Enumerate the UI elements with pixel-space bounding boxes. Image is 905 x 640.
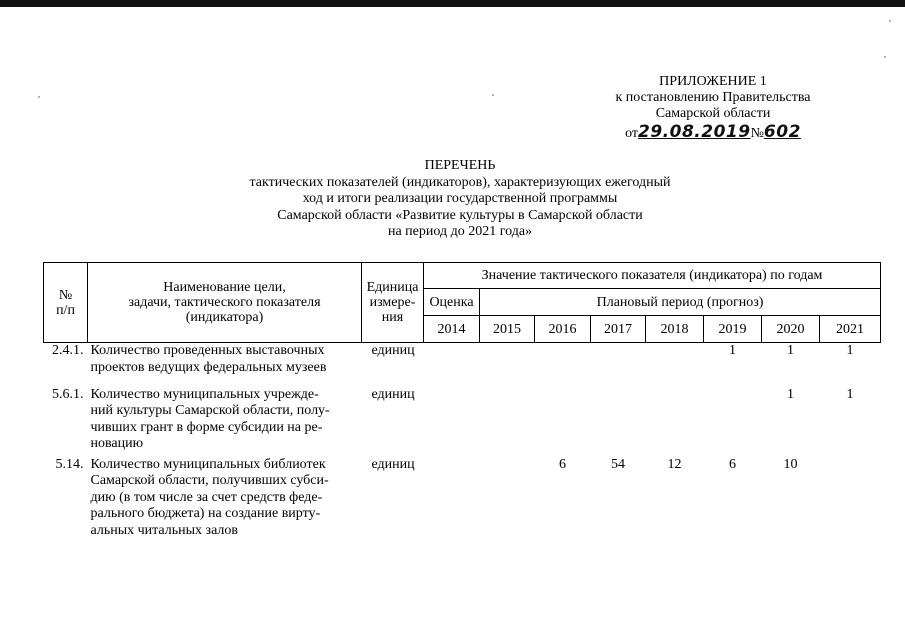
row-unit: единиц — [371, 456, 415, 472]
title-line-1: тактических показателей (индикаторов), характеризующих ежегодный — [249, 174, 671, 190]
row-value: 10 — [783, 456, 798, 472]
header-plan: Плановый период (прогноз) — [480, 289, 881, 316]
row-value — [820, 457, 881, 547]
header-year: 2018 — [646, 316, 704, 343]
header-year: 2019 — [704, 316, 762, 343]
header-estimate: Оценка — [424, 289, 480, 316]
date-prefix: от — [625, 126, 639, 141]
row-value: 1 — [846, 386, 854, 402]
appendix-title: ПРИЛОЖЕНИЕ 1 — [659, 74, 767, 89]
table-row — [44, 387, 881, 457]
row-value: 54 — [611, 456, 625, 472]
table-row — [44, 343, 881, 387]
handwritten-number: 602 — [763, 122, 801, 142]
header-year: 2016 — [535, 316, 591, 343]
scan-speck — [492, 94, 494, 96]
header-unit: Единица измере- ния — [362, 263, 424, 343]
row-value — [480, 387, 535, 457]
header-year: 2021 — [820, 316, 881, 343]
scan-speck — [38, 96, 40, 98]
row-value — [535, 343, 591, 387]
header-num: № п/п — [44, 263, 88, 343]
row-value: 6 — [729, 456, 736, 472]
row-value: 1 — [787, 386, 794, 402]
row-name: Количество муниципальных библиотек Самарской области, получивших субси- дию (в том числе за счет средств феде- рального бюджета) на создание вирту- альных читальных залов — [90, 456, 329, 538]
header-year: 2015 — [480, 316, 535, 343]
row-value: 6 — [559, 456, 566, 472]
row-number: 5.6.1. — [52, 386, 84, 402]
row-name: Количество муниципальных учрежде- ний культуры Самарской области, полу- чивших грант в форме субсидии на ре- новацию — [90, 386, 330, 451]
indicators-table — [43, 262, 881, 547]
row-value — [591, 387, 646, 457]
scan-top-border — [0, 0, 905, 7]
row-value: 1 — [787, 343, 794, 358]
header-year: 2017 — [591, 316, 646, 343]
header-name: Наименование цели, задачи, тактического показателя (индикатора) — [88, 263, 362, 343]
row-value — [480, 457, 535, 547]
row-value — [424, 457, 480, 547]
row-value — [704, 387, 762, 457]
row-value — [424, 343, 480, 387]
appendix-line-2: Самарской области — [655, 106, 771, 121]
handwritten-date: 29.08.2019 — [638, 122, 751, 142]
header-values-group: Значение тактического показателя (индикатора) по годам — [424, 263, 881, 289]
header-year: 2020 — [762, 316, 820, 343]
appendix-line-1: к постановлению Правительства — [615, 90, 811, 105]
title-line-3: Самарской области «Развитие культуры в Самарской области — [277, 207, 643, 223]
appendix-block — [583, 74, 843, 142]
scan-speck — [884, 56, 886, 58]
header-year: 2014 — [424, 316, 480, 343]
title-heading: ПЕРЕЧЕНЬ — [424, 158, 496, 173]
row-unit: единиц — [371, 343, 415, 358]
row-value: 1 — [729, 343, 736, 358]
number-prefix: № — [750, 126, 764, 141]
row-value — [646, 343, 704, 387]
row-value: 12 — [667, 456, 682, 472]
table-row — [44, 457, 881, 547]
row-value — [646, 387, 704, 457]
row-name: Количество проведенных выставочных проектов ведущих федеральных музеев — [90, 343, 327, 375]
row-number: 5.14. — [55, 456, 84, 472]
document-title — [180, 158, 740, 241]
row-value — [591, 343, 646, 387]
title-line-4: на период до 2021 года» — [387, 224, 533, 240]
appendix-date-line — [583, 124, 843, 142]
row-value — [424, 387, 480, 457]
scan-speck — [889, 20, 891, 22]
row-value — [480, 343, 535, 387]
row-value — [535, 387, 591, 457]
title-line-2: ход и итоги реализации государственной программы — [302, 191, 618, 207]
row-unit: единиц — [371, 386, 415, 402]
row-number: 2.4.1. — [52, 343, 84, 358]
row-value: 1 — [846, 343, 854, 358]
